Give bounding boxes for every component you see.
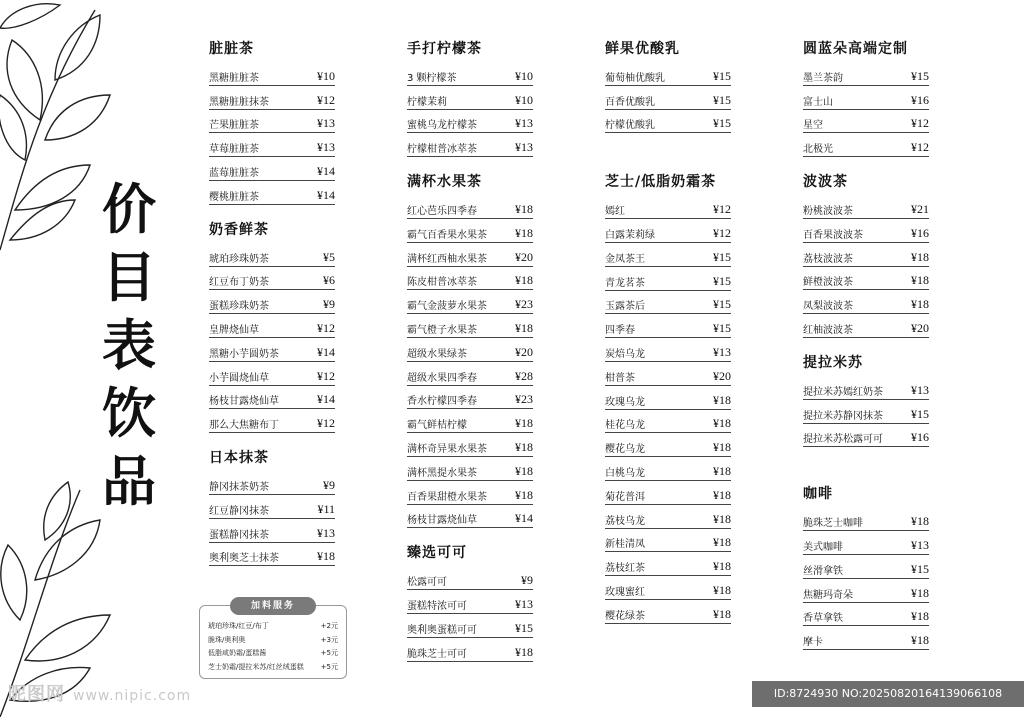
item-name: 草莓脏脏茶	[209, 144, 259, 156]
menu-item	[605, 219, 731, 243]
section-title: 奶香鲜茶	[209, 221, 269, 238]
item-name: 樱花乌龙	[605, 444, 645, 456]
item-name: 菊花普洱	[605, 491, 645, 503]
menu-item	[209, 409, 335, 433]
title-char: 饮	[102, 382, 156, 445]
menu-item	[803, 219, 929, 243]
section-title: 臻选可可	[407, 545, 467, 562]
menu-item	[605, 481, 731, 505]
item-name: 荔枝红茶	[605, 563, 645, 575]
menu-item	[209, 290, 335, 314]
menu-item	[605, 433, 731, 457]
item-name: 提拉米苏松露可可	[803, 434, 883, 446]
item-name: 满杯红西柚水果茶	[407, 253, 487, 265]
menu-item	[803, 603, 929, 627]
item-price: ¥13	[515, 596, 533, 611]
menu-item	[407, 62, 533, 86]
menu-item	[209, 338, 335, 362]
item-name: 新桂清凤	[605, 539, 645, 551]
item-price: ¥12	[317, 92, 335, 107]
item-name: 超级水果绿茶	[407, 348, 467, 360]
item-name: 杨枝甘露烧仙草	[209, 396, 279, 408]
item-name: 蛋糕特浓可可	[407, 600, 467, 612]
item-name: 琥珀珍珠奶茶	[209, 253, 269, 265]
item-name: 粉桃波波茶	[803, 205, 853, 217]
menu-item	[803, 507, 929, 531]
item-name: 香水柠檬四季春	[407, 396, 477, 408]
item-name: 鲜橙波波茶	[803, 277, 853, 289]
item-price: ¥18	[911, 514, 929, 529]
menu-column-1	[209, 38, 335, 580]
item-name: 炭焙乌龙	[605, 348, 645, 360]
item-name: 白露茉莉绿	[605, 229, 655, 241]
item-price: ¥14	[515, 511, 533, 526]
item-name: 那么大焦糖布丁	[209, 420, 279, 432]
menu-item	[407, 290, 533, 314]
menu-item	[605, 62, 731, 86]
item-price: ¥18	[713, 487, 731, 502]
menu-item	[407, 638, 533, 662]
menu-section	[209, 447, 335, 566]
item-name: 玉露茶后	[605, 301, 645, 313]
item-price: ¥18	[713, 463, 731, 478]
menu-item	[407, 267, 533, 291]
item-name: 百香果波波茶	[803, 229, 863, 241]
item-price: ¥18	[515, 416, 533, 431]
menu-item	[605, 552, 731, 576]
item-price: ¥12	[317, 416, 335, 431]
title-char: 表	[102, 314, 156, 377]
addon-title: 加料服务	[230, 597, 316, 615]
item-name: 奥利奥芝士抹茶	[209, 553, 279, 565]
item-name: 满杯黑提水果茶	[407, 467, 477, 479]
item-price: ¥15	[515, 620, 533, 635]
menu-item	[407, 409, 533, 433]
item-name: 黑糖脏脏茶	[209, 72, 259, 84]
watermark-url: www.nipic.com	[73, 688, 192, 704]
item-price: ¥18	[515, 644, 533, 659]
menu-item	[407, 566, 533, 590]
menu-section	[407, 38, 533, 157]
addon-name: 脆珠/奥利奥	[208, 635, 246, 644]
menu-section	[605, 38, 731, 133]
item-name: 满杯奇异果水果茶	[407, 443, 487, 455]
item-price: ¥14	[317, 187, 335, 202]
item-price: ¥16	[911, 430, 929, 445]
item-price: ¥18	[515, 273, 533, 288]
section-title: 芝士/低脂奶霜茶	[605, 174, 717, 191]
menu-item	[407, 505, 533, 529]
item-price: ¥10	[317, 68, 335, 83]
item-price: ¥18	[713, 535, 731, 550]
item-price: ¥20	[911, 320, 929, 335]
addon-price: +2元	[320, 622, 338, 630]
item-name: 松露可可	[407, 577, 447, 589]
item-price: ¥9	[323, 297, 335, 312]
item-name: 奥利奥蛋糕可可	[407, 624, 477, 636]
item-price: ¥18	[713, 440, 731, 455]
menu-item	[605, 457, 731, 481]
item-price: ¥14	[317, 392, 335, 407]
item-price: ¥10	[515, 92, 533, 107]
item-price: ¥15	[911, 406, 929, 421]
item-price: ¥18	[911, 633, 929, 648]
addon-price: +5元	[320, 662, 338, 671]
item-name: 香草拿铁	[803, 613, 843, 625]
item-name: 蛋糕静冈抹茶	[209, 529, 269, 541]
item-price: ¥18	[911, 297, 929, 312]
item-name: 静冈抹茶奶茶	[209, 481, 269, 493]
item-price: ¥20	[515, 249, 533, 264]
item-price: ¥18	[515, 320, 533, 335]
section-title: 咖啡	[803, 486, 833, 503]
item-price: ¥18	[317, 549, 335, 564]
menu-section	[209, 38, 335, 205]
menu-item	[803, 110, 929, 134]
menu-item	[209, 267, 335, 291]
item-price: ¥18	[911, 249, 929, 264]
item-name: 百香优酸乳	[605, 96, 655, 108]
menu-item	[803, 626, 929, 650]
item-name: 霸气金菠萝水果茶	[407, 301, 487, 313]
item-name: 蛋糕珍珠奶茶	[209, 301, 269, 313]
menu-item	[605, 243, 731, 267]
menu-item	[209, 471, 335, 495]
item-name: 霸气鲜桔柠檬	[407, 420, 467, 432]
menu-item	[803, 290, 929, 314]
item-price: ¥18	[911, 609, 929, 624]
item-price: ¥15	[713, 273, 731, 288]
menu-item	[803, 555, 929, 579]
item-name: 柠檬柑普冰萃茶	[407, 144, 477, 156]
menu-item	[803, 267, 929, 291]
menu-item	[605, 267, 731, 291]
menu-item	[803, 579, 929, 603]
menu-section	[803, 38, 929, 157]
item-price: ¥15	[713, 116, 731, 131]
item-price: ¥13	[515, 116, 533, 131]
item-price: ¥14	[317, 344, 335, 359]
item-name: 柠檬优酸乳	[605, 120, 655, 132]
menu-item	[407, 362, 533, 386]
menu-item	[803, 531, 929, 555]
menu-item	[209, 110, 335, 134]
item-name: 提拉米苏静冈抹茶	[803, 410, 883, 422]
item-price: ¥15	[713, 68, 731, 83]
item-name: 红豆静冈抹茶	[209, 505, 269, 517]
menu-item	[407, 243, 533, 267]
item-name: 柑普茶	[605, 372, 635, 384]
menu-item	[209, 314, 335, 338]
item-price: ¥13	[911, 537, 929, 552]
item-name: 黑糖小芋圆奶茶	[209, 348, 279, 360]
item-name: 桂花乌龙	[605, 420, 645, 432]
item-name: 杨枝甘露烧仙草	[407, 515, 477, 527]
item-price: ¥18	[713, 416, 731, 431]
item-name: 黑糖脏脏抹茶	[209, 96, 269, 108]
item-price: ¥18	[713, 511, 731, 526]
menu-item	[407, 338, 533, 362]
menu-item	[407, 133, 533, 157]
item-price: ¥18	[713, 559, 731, 574]
item-price: ¥15	[911, 561, 929, 576]
item-price: ¥12	[317, 368, 335, 383]
item-price: ¥13	[515, 140, 533, 155]
addon-name: 低脂咸奶霜/蛋糕酱	[208, 649, 267, 657]
item-name: 脆珠芝士可可	[407, 648, 467, 660]
item-name: 墨兰茶韵	[803, 72, 843, 84]
menu-item	[209, 495, 335, 519]
menu-item	[209, 386, 335, 410]
item-price: ¥9	[521, 573, 533, 588]
item-price: ¥12	[713, 225, 731, 240]
item-name: 樱花绿茶	[605, 610, 645, 622]
menu-item	[407, 457, 533, 481]
item-price: ¥18	[515, 225, 533, 240]
menu-item	[803, 62, 929, 86]
section-title: 脏脏茶	[209, 41, 254, 57]
menu-item	[605, 314, 731, 338]
menu-section	[209, 219, 335, 433]
menu-item	[605, 362, 731, 386]
addon-name: 琥珀珍珠/红豆/布丁	[208, 622, 269, 630]
watermark-brand: 昵图网	[8, 684, 65, 705]
menu-item	[209, 62, 335, 86]
section-title: 提拉米苏	[803, 354, 863, 371]
menu-item	[803, 424, 929, 448]
item-price: ¥15	[713, 321, 731, 336]
menu-section	[407, 171, 533, 528]
item-name: 提拉米苏嫣红奶茶	[803, 386, 883, 398]
item-price: ¥23	[515, 297, 533, 312]
section-title: 圆蓝朵高端定制	[803, 41, 908, 57]
item-name: 荔枝乌龙	[605, 515, 645, 527]
item-name: 百香果甜橙水果茶	[407, 491, 487, 503]
item-name: 红豆布丁奶茶	[209, 277, 269, 289]
menu-item	[209, 543, 335, 567]
item-price: ¥12	[911, 140, 929, 155]
menu-item	[407, 386, 533, 410]
menu-item	[407, 614, 533, 638]
item-name: 金凤茶王	[605, 253, 645, 265]
menu-column-2	[407, 38, 533, 676]
item-price: ¥14	[317, 163, 335, 178]
menu-column-3	[605, 38, 731, 638]
item-price: ¥28	[515, 368, 533, 383]
menu-item	[407, 195, 533, 219]
section-title: 波波茶	[803, 174, 848, 191]
item-name: 荔枝波波茶	[803, 253, 853, 265]
item-name: 霸气橙子水果茶	[407, 324, 477, 336]
menu-item	[209, 243, 335, 267]
title-char: 目	[102, 246, 156, 309]
item-name: 青龙茗茶	[605, 277, 645, 289]
item-name: 霸气百香果水果茶	[407, 229, 487, 241]
addon-name: 芝士奶霜/提拉米苏/红丝绒蛋糕	[208, 662, 304, 671]
item-price: ¥13	[911, 382, 929, 397]
item-name: 摩卡	[803, 637, 823, 649]
menu-item	[407, 481, 533, 505]
menu-item	[407, 590, 533, 614]
item-name: 星空	[803, 120, 823, 132]
addon-item	[208, 647, 338, 661]
id-bar: ID:8724930 NO:20250820164139066108	[752, 681, 1024, 707]
menu-section	[605, 171, 731, 623]
menu-item	[605, 110, 731, 134]
item-name: 凤梨波波茶	[803, 301, 853, 313]
item-name: 丝滑拿铁	[803, 565, 843, 577]
section-title: 手打柠檬茶	[407, 41, 482, 57]
item-price: ¥18	[515, 439, 533, 454]
menu-item	[605, 576, 731, 600]
item-price: ¥13	[713, 344, 731, 359]
item-name: 白桃乌龙	[605, 467, 645, 479]
item-price: ¥18	[713, 392, 731, 407]
item-name: 玫瑰乌龙	[605, 396, 645, 408]
menu-column-4	[803, 38, 929, 664]
item-name: 芒果脏脏茶	[209, 120, 259, 132]
section-title: 满杯水果茶	[407, 174, 482, 191]
item-price: ¥16	[911, 225, 929, 240]
menu-item	[803, 86, 929, 110]
item-price: ¥18	[911, 585, 929, 600]
addon-price: +5元	[320, 649, 338, 657]
item-name: 蓝莓脏脏茶	[209, 167, 259, 179]
title-char: 品	[102, 450, 156, 513]
menu-item	[803, 243, 929, 267]
item-price: ¥21	[911, 201, 929, 216]
menu-item	[209, 157, 335, 181]
item-price: ¥20	[713, 368, 731, 383]
item-price: ¥15	[713, 297, 731, 312]
addon-item	[208, 634, 338, 648]
menu-item	[605, 410, 731, 434]
menu-item	[605, 291, 731, 315]
item-name: 樱桃脏脏茶	[209, 191, 259, 203]
item-name: 富士山	[803, 96, 833, 108]
item-price: ¥18	[515, 487, 533, 502]
menu-item	[407, 314, 533, 338]
item-name: 四季春	[605, 325, 635, 337]
menu-item	[803, 400, 929, 424]
menu-item	[605, 338, 731, 362]
item-price: ¥18	[515, 463, 533, 478]
item-name: 嫣红	[605, 206, 625, 218]
item-price: ¥15	[713, 249, 731, 264]
item-price: ¥15	[911, 68, 929, 83]
item-price: ¥13	[317, 140, 335, 155]
menu-item	[407, 110, 533, 134]
item-price: ¥16	[911, 92, 929, 107]
menu-item	[209, 86, 335, 110]
menu-item	[407, 433, 533, 457]
item-price: ¥20	[515, 344, 533, 359]
addon-price: +3元	[320, 635, 338, 644]
item-price: ¥13	[317, 116, 335, 131]
menu-section	[803, 352, 929, 447]
item-name: 美式咖啡	[803, 541, 843, 553]
menu-item	[803, 376, 929, 400]
item-name: 红心芭乐四季春	[407, 205, 477, 217]
menu-item	[605, 386, 731, 410]
section-title: 鲜果优酸乳	[605, 41, 680, 57]
item-name: 3 颗柠檬茶	[407, 72, 457, 84]
item-price: ¥12	[317, 320, 335, 335]
section-title: 日本抹茶	[209, 450, 269, 467]
page-title	[98, 176, 160, 516]
menu-item	[407, 219, 533, 243]
item-price: ¥12	[911, 116, 929, 131]
menu-section	[407, 542, 533, 661]
item-price: ¥11	[317, 501, 335, 516]
menu-item	[803, 133, 929, 157]
watermark	[8, 680, 191, 706]
item-name: 葡萄柚优酸乳	[605, 72, 665, 84]
item-price: ¥18	[713, 582, 731, 597]
item-name: 超级水果四季春	[407, 372, 477, 384]
menu-item	[209, 519, 335, 543]
addon-item	[208, 661, 338, 675]
menu-item	[605, 195, 731, 219]
item-name: 北极光	[803, 144, 833, 156]
addon-item	[208, 620, 338, 634]
item-price: ¥10	[515, 68, 533, 83]
item-price: ¥5	[323, 249, 335, 264]
item-name: 柠檬茉莉	[407, 96, 447, 108]
title-char: 价	[102, 178, 156, 241]
menu-item	[605, 505, 731, 529]
item-name: 玫瑰蜜红	[605, 586, 645, 598]
menu-item	[605, 529, 731, 553]
item-price: ¥9	[323, 477, 335, 492]
item-price: ¥15	[713, 92, 731, 107]
menu-item	[803, 314, 929, 338]
menu-item	[209, 362, 335, 386]
item-name: 陈皮柑普冰萃茶	[407, 277, 477, 289]
item-name: 蜜桃乌龙柠檬茶	[407, 120, 477, 132]
menu-item	[605, 86, 731, 110]
addon-service-box	[199, 601, 347, 679]
item-name: 红柚波波茶	[803, 324, 853, 336]
menu-item	[605, 600, 731, 624]
menu-item	[209, 133, 335, 157]
item-name: 小芋圆烧仙草	[209, 372, 269, 384]
menu-item	[803, 195, 929, 219]
item-name: 脆珠芝士咖啡	[803, 518, 863, 530]
item-price: ¥18	[515, 201, 533, 216]
item-price: ¥18	[911, 273, 929, 288]
menu-item	[407, 86, 533, 110]
menu-item	[209, 181, 335, 205]
item-price: ¥23	[515, 392, 533, 407]
item-name: 皇牌烧仙草	[209, 324, 259, 336]
item-price: ¥6	[323, 273, 335, 288]
menu-section	[803, 171, 929, 338]
menu-section	[803, 483, 929, 650]
item-price: ¥12	[713, 202, 731, 217]
item-name: 焦糖玛奇朵	[803, 589, 853, 601]
item-price: ¥18	[713, 606, 731, 621]
item-price: ¥13	[317, 525, 335, 540]
